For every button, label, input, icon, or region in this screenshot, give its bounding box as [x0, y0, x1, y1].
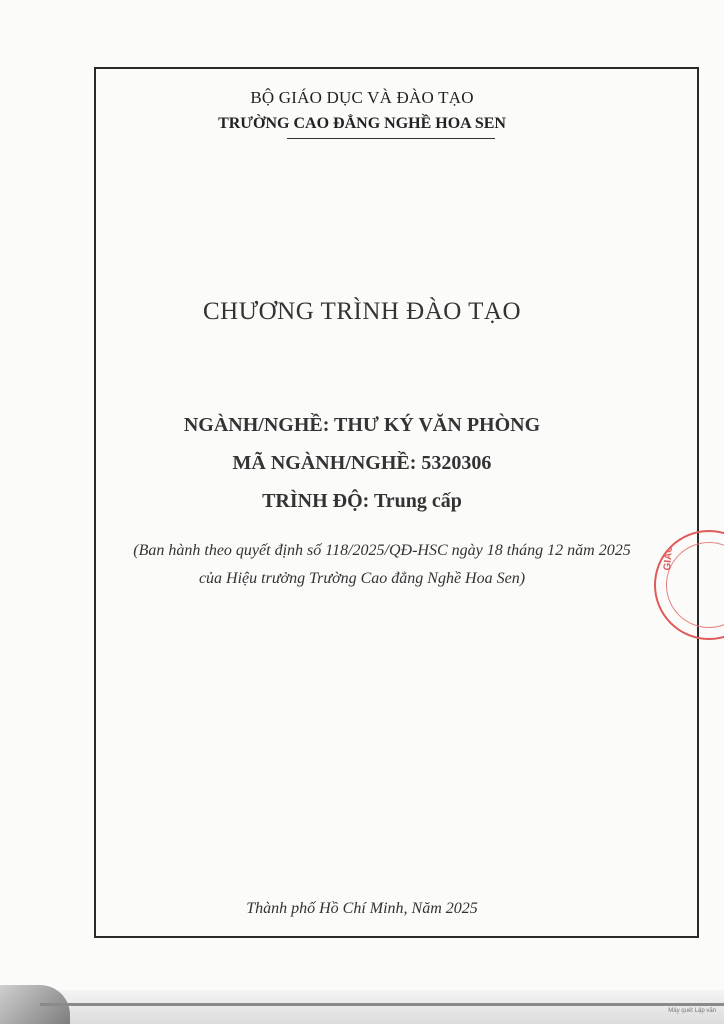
level-line: TRÌNH ĐỘ: Trung cấp: [262, 490, 462, 512]
major-line: NGÀNH/NGHỀ: THƯ KÝ VĂN PHÒNG: [183, 414, 541, 436]
decision-note-line-2: của Hiệu trưởng Trường Cao đẳng Nghề Hoa Sen): [198, 570, 526, 587]
stamp-text: GIÁO: [662, 544, 676, 571]
ministry-name: BỘ GIÁO DỤC VÀ ĐÀO TẠO: [250, 88, 474, 107]
scan-bottom-line: [40, 1003, 724, 1006]
school-name: TRƯỜNG CAO ĐẲNG NGHỀ HOA SEN: [218, 115, 506, 132]
decision-note-line-1: (Ban hành theo quyết định số 118/2025/QĐ-HSC ngày 18 tháng 12 năm 2025: [133, 542, 631, 559]
major-code-line: MÃ NGÀNH/NGHỀ: 5320306: [232, 452, 492, 474]
place-date: Thành phố Hồ Chí Minh, Năm 2025: [246, 900, 478, 917]
document-title: CHƯƠNG TRÌNH ĐÀO TẠO: [202, 298, 522, 325]
scan-watermark: Máy quét Lập văn: [668, 1008, 716, 1014]
school-underline: [287, 138, 495, 139]
stamp-inner-ring: [666, 542, 724, 628]
scan-bottom-edge: [0, 990, 724, 1024]
